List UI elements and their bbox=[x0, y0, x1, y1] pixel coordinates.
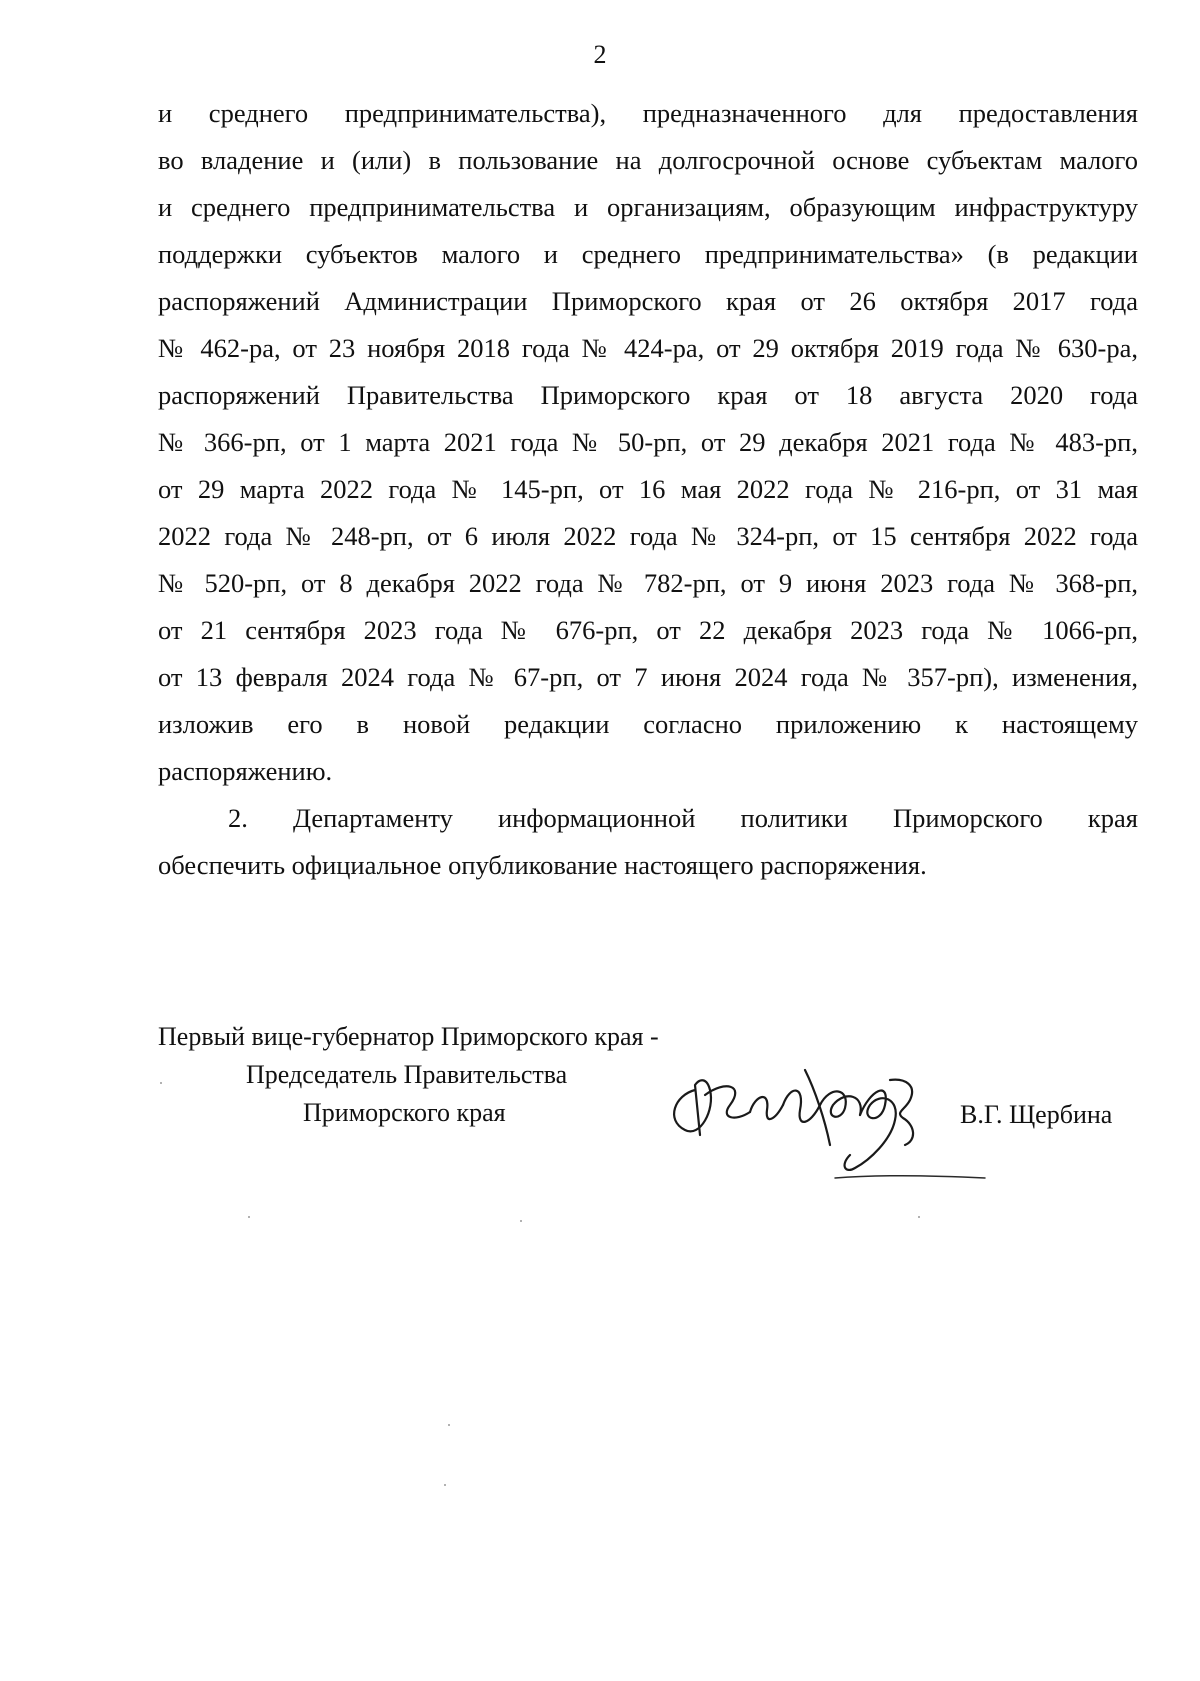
body-line: поддержки субъектов малого и среднего предпринимательства» (в редакции bbox=[158, 239, 1138, 269]
scan-speck bbox=[444, 1484, 446, 1486]
signatory-title-line-2: Председатель Правительства bbox=[246, 1060, 568, 1089]
body-line: № 366-рп, от 1 марта 2021 года № 50-рп, от 29 декабря 2021 года № 483-рп, bbox=[158, 427, 1138, 457]
scan-speck bbox=[248, 1216, 250, 1218]
body-line: 2022 года № 248-рп, от 6 июля 2022 года № 324-рп, от 15 сентября 2022 года bbox=[158, 521, 1138, 551]
signatory-name: В.Г. Щербина bbox=[960, 1100, 1113, 1129]
body-line: и среднего предпринимательства и организациям, образующим инфраструктуру bbox=[158, 192, 1138, 222]
body-line: от 13 февраля 2024 года № 67-рп, от 7 июня 2024 года № 357-рп), изменения, bbox=[158, 662, 1138, 692]
body-line: распоряжений Правительства Приморского края от 18 августа 2020 года bbox=[158, 380, 1138, 410]
body-line: от 29 марта 2022 года № 145-рп, от 16 мая 2022 года № 216-рп, от 31 мая bbox=[158, 474, 1138, 504]
body-line: от 21 сентября 2023 года № 676-рп, от 22 декабря 2023 года № 1066-рп, bbox=[158, 615, 1138, 645]
body-line: № 462-ра, от 23 ноября 2018 года № 424-ра, от 29 октября 2019 года № 630-ра, bbox=[158, 333, 1138, 363]
body-line: распоряжений Администрации Приморского края от 26 октября 2017 года bbox=[158, 286, 1138, 316]
body-line: изложив его в новой редакции согласно приложению к настоящему bbox=[158, 709, 1138, 739]
scan-speck bbox=[918, 1216, 920, 1218]
scan-speck bbox=[520, 1220, 522, 1222]
body-line: № 520-рп, от 8 декабря 2022 года № 782-рп, от 9 июня 2023 года № 368-рп, bbox=[158, 568, 1138, 598]
body-line: во владение и (или) в пользование на долгосрочной основе субъектам малого bbox=[158, 145, 1138, 175]
body-line: распоряжению. bbox=[158, 756, 333, 786]
page-number: 2 bbox=[593, 40, 607, 69]
signatory-title-line-3: Приморского края bbox=[303, 1098, 506, 1127]
signatory-title-line-1: Первый вице-губернатор Приморского края - bbox=[158, 1022, 659, 1051]
paragraph-2-line: обеспечить официальное опубликование настоящего распоряжения. bbox=[158, 850, 927, 880]
scan-speck bbox=[160, 1082, 162, 1084]
scan-speck bbox=[448, 1424, 450, 1426]
paragraph-2-line: 2. Департаменту информационной политики Приморского края bbox=[228, 803, 1138, 833]
body-line: и среднего предпринимательства), предназначенного для предоставления bbox=[158, 98, 1138, 128]
